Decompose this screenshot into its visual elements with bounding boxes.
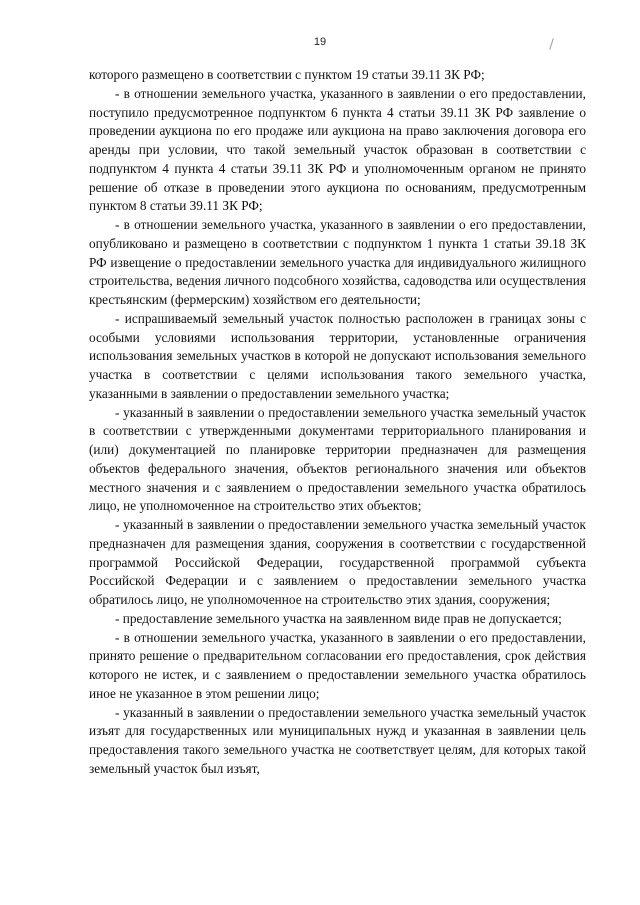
- list-item-seized-land: - указанный в заявлении о предоставлении земельного участка земельный участок изъят для государственных или муниципальных нужд и указанная в заявлении цель предоставления такого земельного участка не соответствует целям, для которых такой земельный участок был изъят,: [89, 704, 586, 776]
- list-item-auction-application: - в отношении земельного участка, указанного в заявлении о его предоставлении, поступило предусмотренное подпунктом 6 пункта 4 статьи 39.11 ЗК РФ заявление о проведении аукциона по его продаже или аукциона на право заключения договора его аренды при условии, что такой земельный участок образован в соответствии с подпунктом 4 пункта 4 статьи 39.11 ЗК РФ и уполномоченным органом не принято решение об отказе в проведении этого аукциона по основаниям, предусмотренным пунктом 8 статьи 39.11 ЗК РФ;: [89, 85, 586, 214]
- list-item-rights-not-allowed: - предоставление земельного участка на заявленном виде прав не допускается;: [115, 610, 562, 626]
- list-item-published-notice: - в отношении земельного участка, указанного в заявлении о его предоставлении, опубликовано и размещено в соответствии с подпунктом 1 пункта 1 статьи 39.18 ЗК РФ извещение о предоставлении земельного участка для индивидуального жилищного строительства, ведения личного подсобного хозяйства, садоводства или осуществления крестьянским (фермерским) хозяйством его деятельности;: [89, 217, 586, 307]
- list-item-special-zone: - испрашиваемый земельный участок полностью расположен в границах зоны с особыми условиями использования территории, установленные ограничения использования земельных участков в которой не допускают использования земельного участка в соответствии с целями использования такого земельного участка, указанными в заявлении о предоставлении земельного участка;: [89, 310, 586, 401]
- paragraph-continuation: которого размещено в соответствии с пунктом 19 статьи 39.11 ЗК РФ;: [89, 67, 485, 82]
- document-body: [89, 66, 586, 779]
- list-item-planning-documents: - указанный в заявлении о предоставлении земельного участка земельный участок в соответствии с утвержденными документами территориального планирования и (или) документацией по планировке территории предназначен для размещения объектов федерального значения, объектов регионального значения или объектов местного значения и с заявлением о предоставлении земельного участка обратилось лицо, не уполномоченное на строительство этих объектов;: [89, 404, 586, 514]
- page-number: 19: [313, 36, 327, 48]
- list-item-preliminary-approval: - в отношении земельного участка, указанного в заявлении о его предоставлении, принято решение о предварительном согласовании его предоставления, срок действия которого не истек, и с заявлением о предоставлении земельного участка обратилось иное не указанное в этом решении лицо;: [89, 629, 586, 701]
- list-item-state-program: - указанный в заявлении о предоставлении земельного участка земельный участок предназначен для размещения здания, сооружения в соответствии с государственной программой Российской Федерации, государственной программой субъекта Российской Федерации и с заявлением о предоставлении земельного участка обратилось лицо, не уполномоченное на строительство этих здания, сооружения;: [89, 517, 586, 607]
